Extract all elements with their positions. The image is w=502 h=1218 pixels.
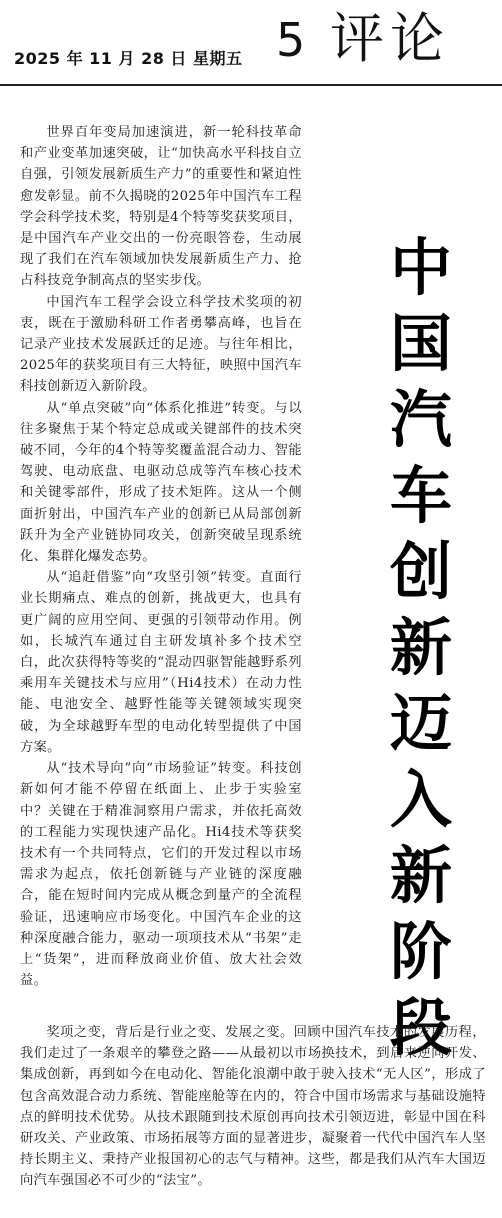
article-paragraph: 世界百年变局加速演进，新一轮科技革命和产业变革加速突破，让“加快高水平科技自立自强，引领发展新质生产力”的重要性和紧迫性愈发彰显。前不久揭晓的2025年中国汽车工程学会科学技术奖，特别是4个特等奖获奖项目，是中国汽车产业交出的一份亮眼答卷，生动展现了我们在汽车领域加快发展新质生产力、抢占科技竞争制高点的坚实步伐。 xyxy=(20,125,302,289)
closing-paragraph: 奖项之变，背后是行业之变、发展之变。回顾中国汽车技术的发展历程，我们走过了一条艰辛的攀登之路——从最初以市场换技术，到后来逆向开发、集成创新，再到如今在电动化、智能化浪潮中敢于驶入技术“无人区”，形成了包含高效混合动力系统、智能座舱等在内的，符合中国市场需求与基础设施特点的鲜明技术优势。从技术跟随到技术原创再向技术引领迈进，彰显中国在科研攻关、产业政策、市场拓展等方面的显著进步，凝聚着一代代中国汽车人坚持长期主义、秉持产业报国初心的志气与精神。这些，都是我们从汽车大国迈向汽车强国必不可少的“法宝”。 xyxy=(20,1025,486,1189)
article-closing-block xyxy=(20,1022,486,1192)
article-paragraph: 从“单点突破”向“体系化推进”转变。与以往多聚焦于某个特定总成或关键部件的技术突破不同，今年的4个特等奖覆盖混合动力、智能驾驶、电动底盘、电驱动总成等汽车核心技术和关键零部件，形成了技术矩阵。这从一个侧面折射出，中国汽车产业的创新已从局部创新跃升为全产业链协同攻关，创新突破呈现系统化、集群化爆发态势。 xyxy=(20,400,302,565)
article-headline: 中国汽车创新迈入新阶段 xyxy=(389,231,452,1064)
article-body-column xyxy=(20,122,302,991)
article-paragraph: 中国汽车工程学会设立科学技术奖项的初衷，既在于激励科研工作者勇攀高峰，也旨在记录产业技术发展跃迁的足迹。与往年相比，2025年的获奖项目有三大特征，映照中国汽车科技创新迈入新阶段。 xyxy=(20,294,302,395)
article-paragraph: 从“追赶借鉴”向“攻坚引领”转变。直面行业长期痛点、难点的创新，挑战更大，也具有更广阔的应用空间、更强的引领带动作用。例如，长城汽车通过自主研发填补多个技术空白，此次获得特等奖的“混动四驱智能越野系列乘用车关键技术与应用”（Hi4技术）在动力性能、电池安全、越野性能等关键领域实现突破，为全球越野车型的电动化转型提供了中国方案。 xyxy=(20,570,302,755)
article-paragraph: 从“技术导向”向“市场验证”转变。科技创新如何才能不停留在纸面上、止步于实验室中？关键在于精准洞察用户需求，并依托高效的工程能力实现快速产品化。Hi4技术等获奖技术有一个共同特点，它们的开发过程以市场需求为起点，依托创新链与产业链的深度融合，能在短时间内完成从概念到量产的全流程验证，迅速响应市场变化。中国汽车企业的这种深度融合能力，驱动一项项技术从“书架”走上“货架”，进而释放商业价值、放大社会效益。 xyxy=(20,761,302,989)
page-number: 5 xyxy=(276,13,306,67)
issue-date: 2025 年 11 月 28 日 星期五 xyxy=(14,49,243,68)
section-title: 评论 xyxy=(330,7,450,70)
header-divider xyxy=(0,84,502,86)
page-header xyxy=(0,0,502,86)
